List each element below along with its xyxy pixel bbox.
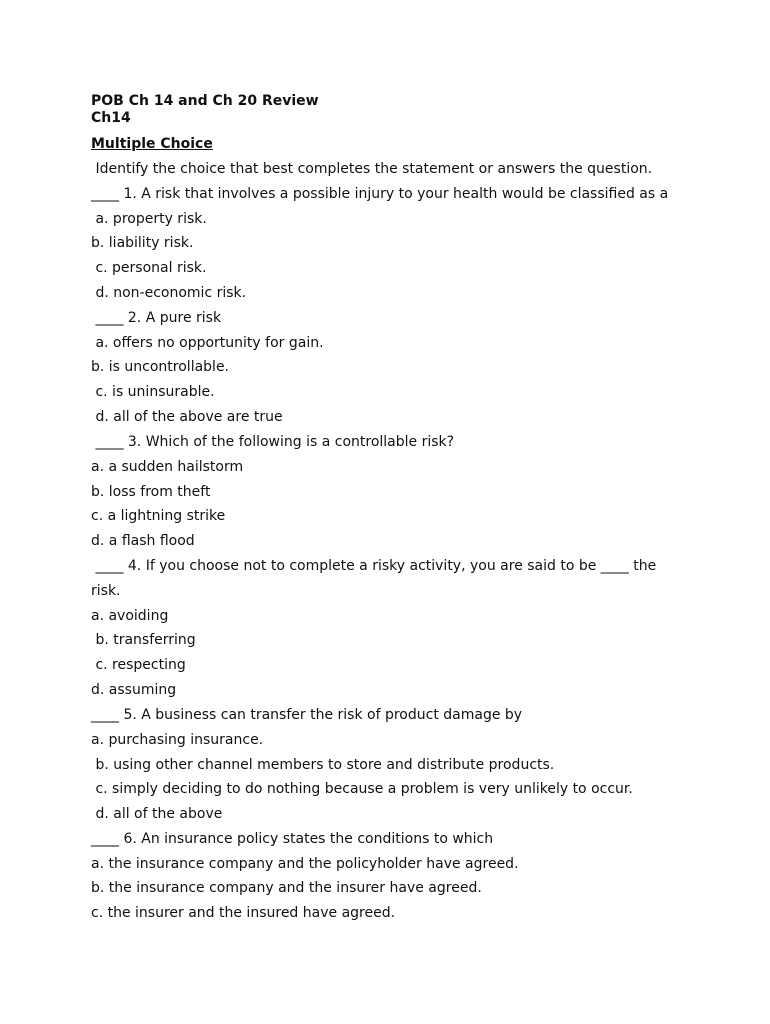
question-5-option-b: b. using other channel members to store and distribute products. [91,757,555,773]
question-1-option-b: b. liability risk. [91,235,194,251]
question-1-option-c: c. personal risk. [91,260,207,276]
question-3-option-c: c. a lightning strike [91,508,226,524]
question-2-option-c: c. is uninsurable. [91,384,215,400]
question-3-option-d: d. a flash flood [91,533,195,549]
question-4-option-c: c. respecting [91,657,186,673]
question-2-stem: ____ 2. A pure risk [91,310,222,326]
question-1-stem: ____ 1. A risk that involves a possible injury to your health would be classified as a [91,186,669,202]
question-6-stem: ____ 6. An insurance policy states the conditions to which [91,831,494,847]
question-4-stem-continued: risk. [91,583,121,599]
question-3-option-a: a. a sudden hailstorm [91,459,244,475]
question-4-option-b: b. transferring [91,632,196,648]
question-2-option-b: b. is uncontrollable. [91,359,230,375]
question-4-stem: ____ 4. If you choose not to complete a risky activity, you are said to be ____ the [91,558,657,574]
title-line-2: Ch14 [91,110,131,126]
question-5-option-c: c. simply deciding to do nothing because a problem is very unlikely to occur. [91,781,633,797]
question-1-option-d: d. non-economic risk. [91,285,247,301]
section-heading: Multiple Choice [91,136,213,152]
question-2-option-a: a. offers no opportunity for gain. [91,335,324,351]
question-6-option-b: b. the insurance company and the insurer have agreed. [91,880,482,896]
question-5-option-d: d. all of the above [91,806,223,822]
question-5-option-a: a. purchasing insurance. [91,732,264,748]
question-3-stem: ____ 3. Which of the following is a controllable risk? [91,434,455,450]
question-2-option-d: d. all of the above are true [91,409,283,425]
title-line-1: POB Ch 14 and Ch 20 Review [91,93,319,109]
question-3-option-b: b. loss from theft [91,484,211,500]
question-1-option-a: a. property risk. [91,211,207,227]
question-6-option-a: a. the insurance company and the policyholder have agreed. [91,856,519,872]
question-5-stem: ____ 5. A business can transfer the risk of product damage by [91,707,523,723]
question-6-option-c: c. the insurer and the insured have agreed. [91,905,396,921]
question-4-option-a: a. avoiding [91,608,169,624]
document-title [91,93,319,127]
question-4-option-d: d. assuming [91,682,177,698]
instructions-text: Identify the choice that best completes the statement or answers the question. [91,161,653,177]
